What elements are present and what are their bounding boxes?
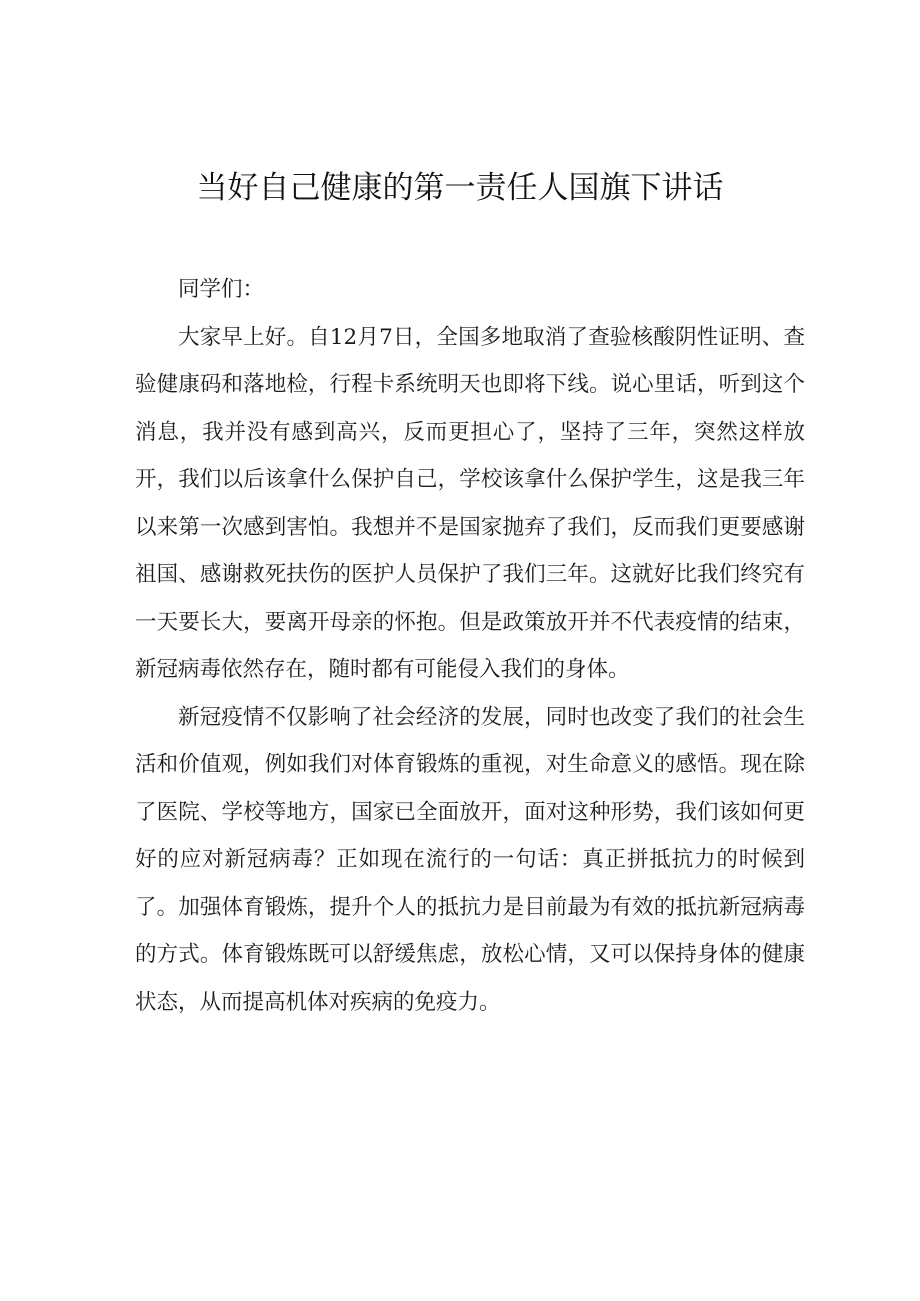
document-title: 当好自己健康的第一责任人国旗下讲话 [196,170,724,206]
paragraph: 大家早上好。自12月7日，全国多地取消了查验核酸阴性证明、查验健康码和落地检，行程卡系统明天也即将下线。说心里话，听到这个消息，我并没有感到高兴，反而更担心了，坚持了三年，突然这样放开，我们以后该拿什么保护自己，学校该拿什么保护学生，这是我三年以来第一次感到害怕。我想并不是国家抛弃了我们，反而我们更要感谢祖国、感谢救死扶伤的医护人员保护了我们三年。这就好比我们终究有一天要长大，要离开母亲的怀抱。但是政策放开并不代表疫情的结束，新冠病毒依然存在，随时都有可能侵入我们的身体。 [135,324,805,682]
paragraph: 新冠疫情不仅影响了社会经济的发展，同时也改变了我们的社会生活和价值观，例如我们对体育锻炼的重视，对生命意义的感悟。现在除了医院、学校等地方，国家已全面放开，面对这种形势，我们该如何更好的应对新冠病毒？正如现在流行的一句话：真正拼抵抗力的时候到了。加强体育锻炼，提升个人的抵抗力是目前最为有效的抵抗新冠病毒的方式。体育锻炼既可以舒缓焦虑，放松心情，又可以保持身体的健康状态，从而提高机体对疾病的免疫力。 [135,704,805,1015]
document-body [135,266,805,1026]
salutation: 同学们： [178,277,265,302]
